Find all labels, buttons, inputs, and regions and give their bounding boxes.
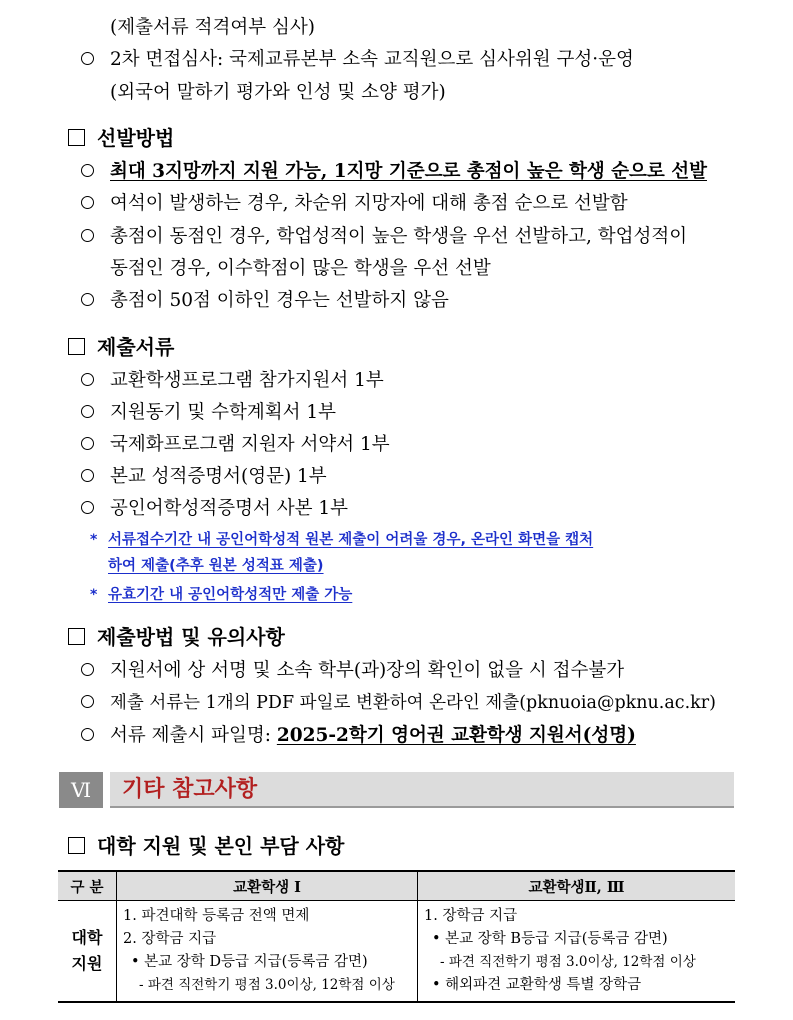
document-note-1-cont: 하여 제출(추후 원본 성적표 제출) — [108, 558, 324, 574]
table-header-row — [58, 871, 735, 901]
document-note-2: 유효기간 내 공인어학성적만 제출 가능 — [108, 587, 353, 603]
cell-line: • 본교 장학 D등급 지급(등록금 감면) — [131, 954, 368, 970]
document-note-1: 서류접수기간 내 공인어학성적 원본 제출이 어려울 경우, 온라인 화면을 캡처 — [108, 532, 594, 548]
submission-rule-1: 지원서에 상 서명 및 소속 학부(과)장의 확인이 없을 시 접수불가 — [110, 660, 625, 681]
cell-line: 1. 장학금 지급 — [424, 908, 518, 924]
selection-rule-2: 여석이 발생하는 경우, 차순위 지망자에 대해 총점 순으로 선발함 — [110, 193, 628, 214]
support-table — [58, 870, 735, 1003]
document-item: 교환학생프로그램 참가지원서 1부 — [110, 370, 384, 391]
support-heading: 대학 지원 및 본인 부담 사항 — [68, 832, 344, 860]
document-item: 국제화프로그램 지원자 서약서 1부 — [110, 434, 390, 455]
selection-rule-4: 총점이 50점 이하인 경우는 선발하지 않음 — [110, 290, 449, 311]
circle-bullet-icon — [80, 292, 96, 308]
circle-bullet-icon — [80, 404, 96, 420]
checkbox-square-icon — [68, 338, 85, 355]
exchange-2-3-support-cell — [418, 901, 736, 1003]
cell-line: 2. 장학금 지급 — [123, 931, 217, 947]
circle-bullet-icon — [80, 500, 96, 516]
checkbox-square-icon — [68, 628, 85, 645]
cell-line: 1. 파견대학 등록금 전액 면제 — [123, 908, 310, 924]
asterisk-icon: * — [90, 532, 98, 548]
cell-line: • 본교 장학 B등급 지급(등록금 감면) — [432, 931, 668, 947]
row-header-line: 대학 — [71, 928, 103, 947]
asterisk-icon: * — [90, 587, 98, 603]
submission-rule-3: 서류 제출시 파일명: 2025-2학기 영어권 교환학생 지원서(성명) — [110, 725, 636, 746]
circle-bullet-icon — [80, 662, 96, 678]
row-header-university-support — [58, 901, 117, 1003]
submission-heading: 제출방법 및 유의사항 — [68, 623, 285, 651]
selection-rule-1: 최대 3지망까지 지원 가능, 1지망 기준으로 총점이 높은 학생 순으로 선발 — [110, 161, 707, 182]
circle-bullet-icon — [80, 228, 96, 244]
selection-rule-3: 총점이 동점인 경우, 학업성적이 높은 학생을 우선 선발하고, 학업성적이 — [110, 226, 688, 247]
circle-bullet-icon — [80, 468, 96, 484]
table-row — [58, 901, 735, 1003]
circle-bullet-icon — [80, 372, 96, 388]
checkbox-square-icon — [68, 837, 85, 854]
table-header-exchange-2-3: 교환학생Ⅱ, Ⅲ — [418, 871, 736, 901]
interview-screening: 2차 면접심사: 국제교류본부 소속 교직원으로 심사위원 구성·운영 — [110, 49, 634, 70]
selection-method-heading: 선발방법 — [68, 124, 174, 152]
documents-heading: 제출서류 — [68, 333, 174, 361]
selection-rule-3-cont: 동점인 경우, 이수학점이 많은 학생을 우선 선발 — [110, 258, 491, 279]
document-item: 본교 성적증명서(영문) 1부 — [110, 466, 327, 487]
circle-bullet-icon — [80, 727, 96, 743]
cell-line: - 파견 직전학기 평점 3.0이상, 12학점 이상 — [139, 977, 395, 993]
document-item: 지원동기 및 수학계획서 1부 — [110, 402, 336, 423]
table-header-category: 구 분 — [58, 871, 117, 901]
screening-note: (제출서류 적격여부 심사) — [110, 17, 315, 38]
circle-bullet-icon — [80, 436, 96, 452]
section-number: Ⅵ — [59, 772, 103, 808]
checkbox-square-icon — [68, 129, 85, 146]
circle-bullet-icon — [80, 51, 96, 67]
circle-bullet-icon — [80, 694, 96, 710]
section-title: 기타 참고사항 — [122, 777, 258, 802]
circle-bullet-icon — [80, 163, 96, 179]
document-item: 공인어학성적증명서 사본 1부 — [110, 498, 348, 519]
circle-bullet-icon — [80, 195, 96, 211]
filename-format: 2025-2학기 영어권 교환학생 지원서(성명) — [276, 725, 636, 746]
submission-rule-2: 제출 서류는 1개의 PDF 파일로 변환하여 온라인 제출(pknuoia@pknu.ac.kr) — [110, 693, 716, 713]
exchange-1-support-cell — [117, 901, 418, 1003]
table-header-exchange-1: 교환학생 Ⅰ — [117, 871, 418, 901]
cell-line: - 파견 직전학기 평점 3.0이상, 12학점 이상 — [440, 954, 696, 970]
row-header-line: 지원 — [71, 954, 103, 973]
interview-evaluation: (외국어 말하기 평가와 인성 및 소양 평가) — [110, 82, 446, 103]
cell-line: • 해외파견 교환학생 특별 장학금 — [432, 977, 642, 993]
